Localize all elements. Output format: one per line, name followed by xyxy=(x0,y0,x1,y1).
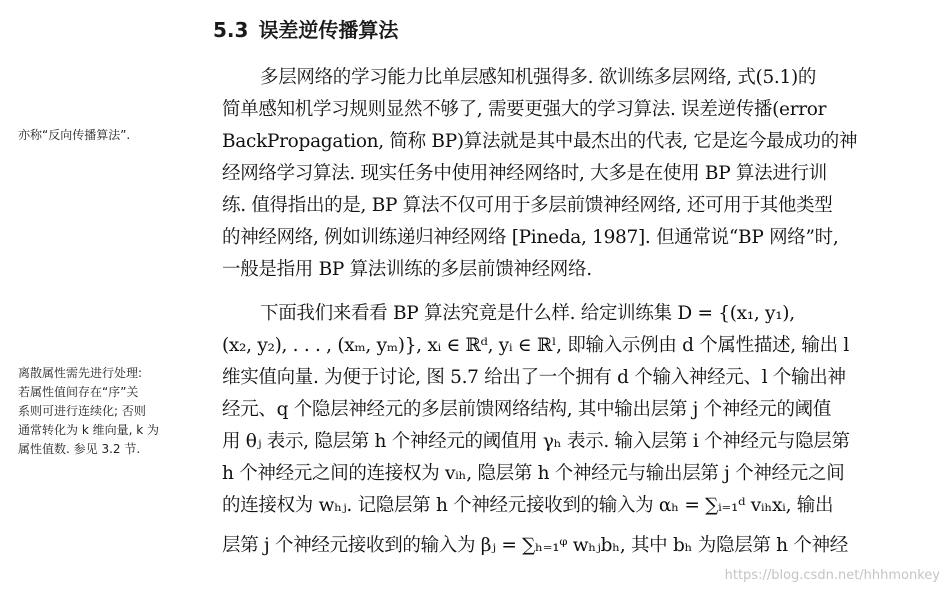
paragraph-line: 经元、q 个隐层神经元的多层前馈网络结构, 其中输出层第 j 个神经元的阈值 xyxy=(222,399,832,420)
margin-note-line: 若属性值间存在“序”关 xyxy=(18,385,139,399)
watermark-url: https://blog.csdn.net/hhhmonkey xyxy=(724,568,940,583)
paragraph-line: 下面我们来看看 BP 算法究竟是什么样. 给定训练集 D = {(x₁, y₁), xyxy=(260,303,795,324)
section-number: 5.3 xyxy=(213,18,249,42)
margin-note-line: 系则可进行连续化; 否则 xyxy=(18,404,146,418)
paragraph-line: 用 θⱼ 表示, 隐层第 h 个神经元的阈值用 γₕ 表示. 输入层第 i 个神经元与隐层第 xyxy=(222,431,850,452)
section-title: 误差逆传播算法 xyxy=(258,18,399,42)
paragraph-line: 多层网络的学习能力比单层感知机强得多. 欲训练多层网络, 式(5.1)的 xyxy=(260,67,817,88)
paragraph-line: 的连接权为 wₕⱼ. 记隐层第 h 个神经元接收到的输入为 αₕ = ∑ᵢ₌₁ᵈ vᵢₕxᵢ, 输出 xyxy=(222,495,834,516)
paragraph-line: BackPropagation, 简称 BP)算法就是其中最杰出的代表, 它是迄今最成功的神 xyxy=(222,131,858,152)
paragraph-line: h 个神经元之间的连接权为 vᵢₕ, 隐层第 h 个神经元与输出层第 j 个神经元之间 xyxy=(222,463,845,484)
paragraph-line: 的神经网络, 例如训练递归神经网络 [Pineda, 1987]. 但通常说“BP 网络”时, xyxy=(222,227,839,248)
margin-note-line: 通常转化为 k 维向量, k 为 xyxy=(18,423,159,437)
paragraph-line: 层第 j 个神经元接收到的输入为 βⱼ = ∑ₕ₌₁ᵠ wₕⱼbₕ, 其中 bₕ 为隐层第 h 个神经 xyxy=(222,535,848,556)
section-heading xyxy=(213,14,613,46)
margin-note-alias: 亦称“反向传播算法”. xyxy=(18,128,131,142)
margin-note-line: 离散属性需先进行处理: xyxy=(18,366,143,380)
paragraph-line: 练. 值得指出的是, BP 算法不仅可用于多层前馈神经网络, 还可用于其他类型 xyxy=(222,195,833,216)
margin-note-line: 属性值数. 参见 3.2 节. xyxy=(18,442,141,456)
paragraph-line: 经网络学习算法. 现实任务中使用神经网络时, 大多是在使用 BP 算法进行训 xyxy=(222,163,827,184)
paragraph-line: (x₂, y₂), . . . , (xₘ, yₘ)}, xᵢ ∈ ℝᵈ, yᵢ ∈ ℝˡ, 即输入示例由 d 个属性描述, 输出 l xyxy=(222,335,849,356)
paragraph-line: 一般是指用 BP 算法训练的多层前馈神经网络. xyxy=(222,259,592,280)
paragraph-line: 简单感知机学习规则显然不够了, 需要更强大的学习算法. 误差逆传播(error xyxy=(222,99,827,120)
paragraph-line: 维实值向量. 为便于讨论, 图 5.7 给出了一个拥有 d 个输入神经元、l 个输出神 xyxy=(222,367,846,388)
